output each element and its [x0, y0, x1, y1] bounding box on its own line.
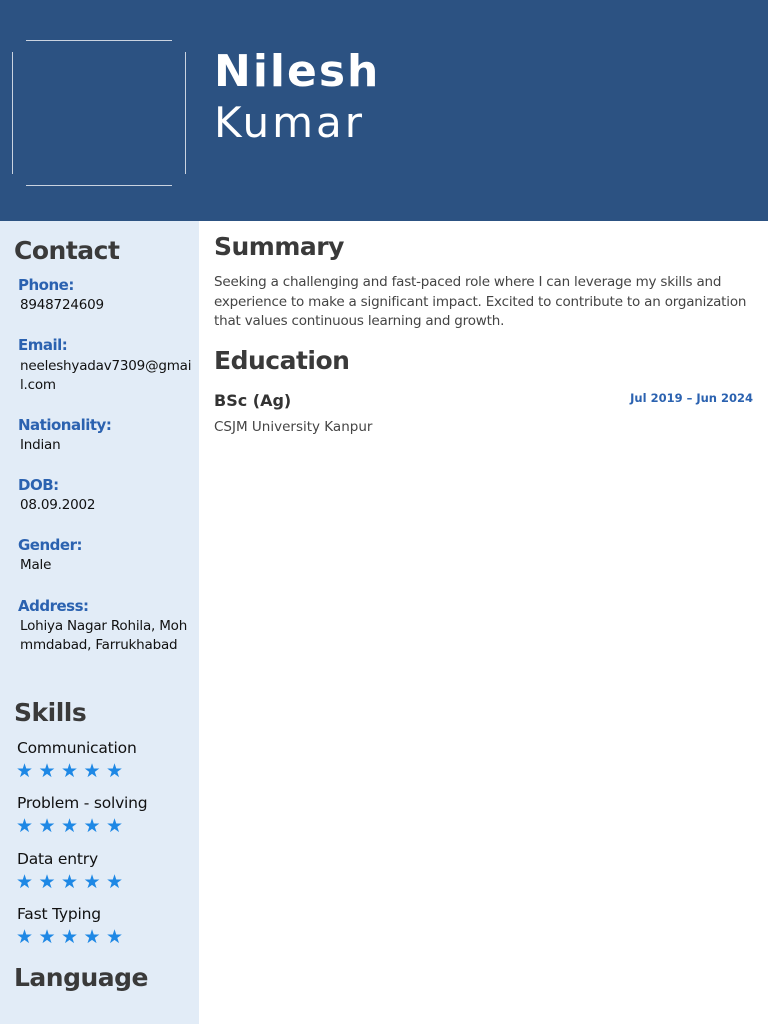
language-title: Language — [14, 963, 149, 992]
star-icon: ★ — [83, 760, 101, 782]
star-icon: ★ — [106, 760, 124, 782]
skill-name: Problem - solving — [17, 794, 148, 812]
star-icon: ★ — [16, 760, 34, 782]
skill-name: Fast Typing — [17, 905, 101, 923]
star-icon: ★ — [61, 760, 79, 782]
skill-name: Communication — [17, 739, 137, 757]
phone-label: Phone: — [18, 276, 74, 294]
education-title: Education — [214, 346, 350, 375]
star-icon: ★ — [38, 871, 56, 893]
dob-label: DOB: — [18, 476, 59, 494]
star-icon: ★ — [106, 871, 124, 893]
skill-rating — [16, 927, 129, 947]
nationality-value: Indian — [20, 437, 61, 453]
education-degree: BSc (Ag) — [214, 391, 292, 410]
star-icon: ★ — [83, 815, 101, 837]
star-icon: ★ — [83, 871, 101, 893]
resume-header — [0, 0, 768, 221]
gender-label: Gender: — [18, 536, 82, 554]
photo-frame-bottom-line — [26, 185, 172, 186]
photo-frame — [12, 40, 186, 186]
star-icon: ★ — [106, 926, 124, 948]
star-icon: ★ — [38, 926, 56, 948]
email-value[interactable]: neeleshyadav7309@gmail.com — [20, 358, 192, 393]
summary-text: Seeking a challenging and fast-paced role where I can leverage my skills and experience to make a significant impact. Excited to contribute to an organization that values continuous learning and growth. — [214, 274, 747, 329]
last-name: Kumar — [214, 98, 365, 147]
dob-value: 08.09.2002 — [20, 497, 96, 513]
star-icon: ★ — [16, 926, 34, 948]
photo-frame-right-line — [185, 52, 186, 174]
skill-rating — [16, 872, 129, 892]
address-label: Address: — [18, 597, 89, 615]
education-dates: Jul 2019 – Jun 2024 — [630, 391, 753, 405]
skills-title: Skills — [14, 698, 87, 727]
phone-value[interactable]: 8948724609 — [20, 297, 104, 313]
star-icon: ★ — [106, 815, 124, 837]
sidebar — [0, 221, 199, 1024]
photo-frame-top-line — [26, 40, 172, 41]
star-icon: ★ — [16, 871, 34, 893]
skill-rating — [16, 816, 129, 836]
star-icon: ★ — [61, 926, 79, 948]
address-value: Lohiya Nagar Rohila, Mohmmdabad, Farrukhabad — [20, 618, 188, 653]
contact-title: Contact — [14, 236, 120, 265]
education-school: CSJM University Kanpur — [214, 419, 373, 435]
skill-name: Data entry — [17, 850, 98, 868]
star-icon: ★ — [16, 815, 34, 837]
star-icon: ★ — [61, 815, 79, 837]
star-icon: ★ — [83, 926, 101, 948]
star-icon: ★ — [38, 815, 56, 837]
star-icon: ★ — [38, 760, 56, 782]
email-label: Email: — [18, 336, 68, 354]
gender-value: Male — [20, 557, 52, 573]
star-icon: ★ — [61, 871, 79, 893]
nationality-label: Nationality: — [18, 416, 112, 434]
first-name: Nilesh — [214, 46, 381, 97]
photo-frame-left-line — [12, 52, 13, 174]
skill-rating — [16, 761, 129, 781]
summary-title: Summary — [214, 232, 344, 261]
